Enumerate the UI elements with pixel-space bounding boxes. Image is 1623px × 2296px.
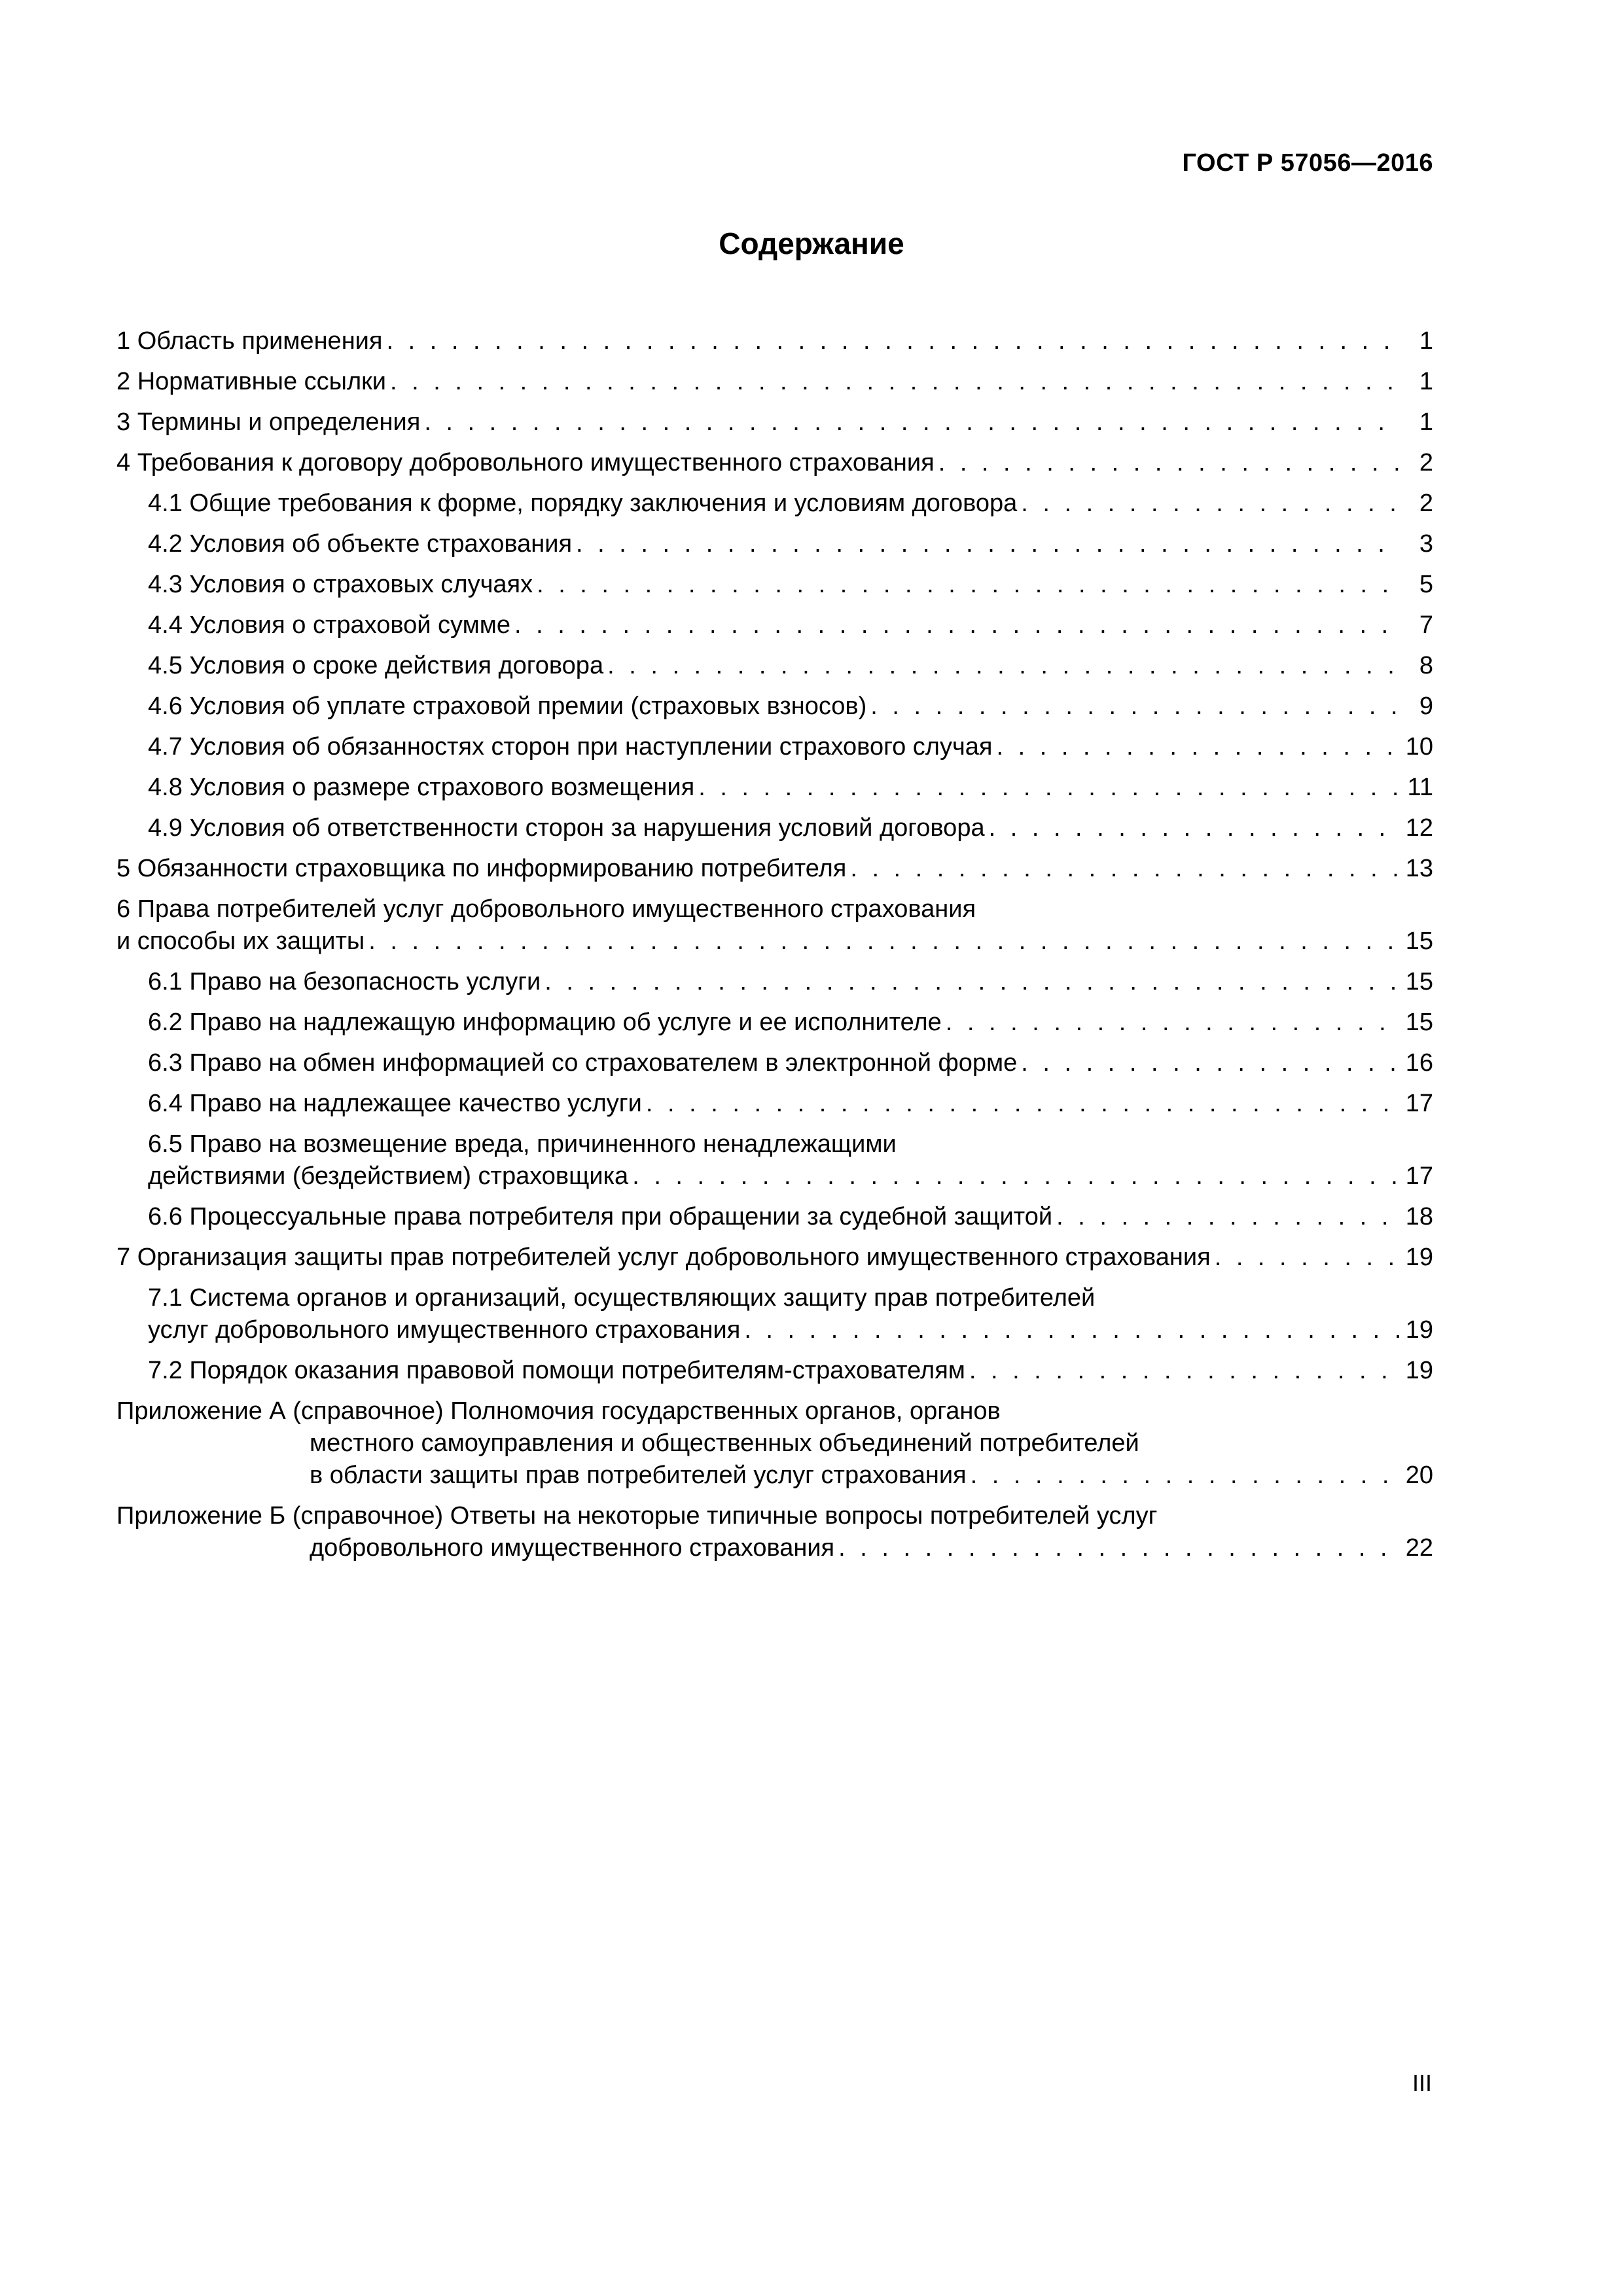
toc-entry-appendix-b[interactable] [116, 1500, 1433, 1564]
dot-leader [1021, 488, 1400, 520]
toc-entry-text: 1 Область применения [116, 327, 383, 355]
toc-entry-text: 6.2 Право на надлежащую информацию об услуге и ее исполнителе [148, 1009, 942, 1036]
dot-leader [632, 1160, 1399, 1193]
toc-entry-1[interactable] [116, 325, 1433, 366]
toc-entry-page: 17 [1405, 1090, 1433, 1117]
toc-entry-2[interactable] [116, 366, 1433, 406]
toc-entry-page: 22 [1405, 1534, 1433, 1562]
dot-leader [646, 1088, 1399, 1120]
toc-entry-text-line2: добровольного имущественного страхования [310, 1534, 835, 1562]
toc-entry-4-8[interactable] [116, 772, 1433, 812]
toc-entry-text-line3: в области защиты прав потребителей услуг страхования [310, 1462, 967, 1489]
toc-entry-page: 13 [1405, 855, 1433, 882]
dot-leader [1215, 1242, 1399, 1274]
toc-entry-4-5[interactable] [116, 650, 1433, 691]
dot-leader [989, 812, 1399, 844]
toc-entry-text: 4.7 Условия об обязанностях сторон при наступлении страхового случая [148, 733, 993, 761]
toc-entry-page: 19 [1405, 1244, 1433, 1271]
toc-entry-7[interactable] [116, 1242, 1433, 1282]
toc-entry-text-line1: Приложение А (справочное) Полномочия государственных органов, органов [116, 1397, 1001, 1425]
toc-entry-text-line1: 6 Права потребителей услуг добровольного имущественного страхования [116, 895, 976, 923]
dot-leader [938, 447, 1400, 479]
toc-entry-page: 1 [1419, 368, 1433, 395]
toc-entry-5[interactable] [116, 853, 1433, 893]
toc-entry-page: 19 [1405, 1357, 1433, 1384]
toc-entry-text: 3 Термины и определения [116, 408, 421, 436]
toc-entry-page: 3 [1419, 530, 1433, 558]
toc-entry-page: 2 [1419, 449, 1433, 476]
toc-entry-text: 6.4 Право на надлежащее качество услуги [148, 1090, 642, 1117]
toc-entry-6[interactable] [116, 893, 1433, 958]
toc-entry-4-4[interactable] [116, 609, 1433, 650]
toc-entry-text: 4.6 Условия об уплате страховой премии (страховых взносов) [148, 692, 867, 720]
dot-leader [514, 609, 1400, 641]
toc-entry-text-line2: местного самоуправления и общественных объединений потребителей [310, 1429, 1139, 1457]
toc-entry-page: 10 [1405, 733, 1433, 761]
toc-entry-6-1[interactable] [116, 966, 1433, 1007]
toc-entry-text: 4.2 Условия об объекте страхования [148, 530, 573, 558]
toc-entry-4-9[interactable] [116, 812, 1433, 853]
toc-entry-page: 20 [1405, 1462, 1433, 1489]
toc-entry-page: 2 [1419, 490, 1433, 517]
toc-entry-6-3[interactable] [116, 1047, 1433, 1088]
toc-entry-4-2[interactable] [116, 528, 1433, 569]
dot-leader [386, 325, 1400, 357]
toc-entry-page: 7 [1419, 611, 1433, 639]
dot-leader [996, 731, 1399, 763]
toc-entry-text: 6.6 Процессуальные права потребителя при обращении за судебной защитой [148, 1203, 1053, 1230]
dot-leader [368, 925, 1399, 958]
toc-entry-4-3[interactable] [116, 569, 1433, 609]
toc-entry-6-6[interactable] [116, 1201, 1433, 1242]
toc-entry-page: 9 [1419, 692, 1433, 720]
dot-leader [424, 406, 1400, 439]
toc-entry-text-line1: Приложение Б (справочное) Ответы на некоторые типичные вопросы потребителей услуг [116, 1502, 1158, 1530]
toc-entry-3[interactable] [116, 406, 1433, 447]
toc-entry-page: 19 [1405, 1316, 1433, 1344]
toc-entry-4-1[interactable] [116, 488, 1433, 528]
toc-entry-page: 16 [1405, 1049, 1433, 1077]
toc-entry-text: 7.2 Порядок оказания правовой помощи потребителям-страхователям [148, 1357, 965, 1384]
toc-entry-text: 4.3 Условия о страховых случаях [148, 571, 533, 598]
toc-entry-text-line2: услуг добровольного имущественного страхования [148, 1316, 741, 1344]
toc-entry-text: 4 Требования к договору добровольного имущественного страхования [116, 449, 935, 476]
toc-entry-text: 4.8 Условия о размере страхового возмещения [148, 774, 695, 801]
toc-entry-page: 15 [1405, 968, 1433, 996]
toc-entry-page: 11 [1407, 774, 1433, 801]
toc-entry-text: 4.4 Условия о страховой сумме [148, 611, 510, 639]
toc-entry-text-line1: 6.5 Право на возмещение вреда, причиненного ненадлежащими [148, 1130, 897, 1158]
page-title: Содержание [719, 226, 904, 260]
dot-leader [971, 1460, 1399, 1492]
dot-leader [607, 650, 1400, 682]
toc-entry-page: 15 [1405, 1009, 1433, 1036]
toc-entry-text: 6.1 Право на безопасность услуги [148, 968, 541, 996]
toc-entry-text: 6.3 Право на обмен информацией со страхователем в электронной форме [148, 1049, 1018, 1077]
toc-entry-page: 8 [1419, 652, 1433, 679]
toc-entry-page: 1 [1419, 408, 1433, 436]
toc-entry-text-line1: 7.1 Система органов и организаций, осуществляющих защиту прав потребителей [148, 1284, 1096, 1312]
toc-entry-4-6[interactable] [116, 691, 1433, 731]
toc-entry-6-4[interactable] [116, 1088, 1433, 1128]
page-number: III [1412, 2070, 1432, 2096]
dot-leader [969, 1355, 1399, 1387]
toc-entry-text: 2 Нормативные ссылки [116, 368, 386, 395]
dot-leader [576, 528, 1400, 560]
toc-entry-page: 15 [1405, 927, 1433, 955]
toc-entry-text-line2: и способы их защиты [116, 927, 365, 955]
toc-entry-4-7[interactable] [116, 731, 1433, 772]
dot-leader [850, 853, 1399, 885]
dot-leader [390, 366, 1400, 398]
toc-entry-page: 1 [1419, 327, 1433, 355]
dot-leader [544, 966, 1399, 998]
toc-entry-7-1[interactable] [116, 1282, 1433, 1346]
toc-entry-page: 18 [1405, 1203, 1433, 1230]
dot-leader [1021, 1047, 1399, 1079]
toc-entry-4[interactable] [116, 447, 1433, 488]
toc-entry-7-2[interactable] [116, 1355, 1433, 1395]
toc-entry-6-5[interactable] [116, 1128, 1433, 1193]
toc-entry-page: 17 [1405, 1162, 1433, 1190]
table-of-contents [116, 325, 1433, 1573]
toc-entry-text: 4.9 Условия об ответственности сторон за нарушения условий договора [148, 814, 985, 842]
toc-entry-page: 5 [1419, 571, 1433, 598]
dot-leader [537, 569, 1400, 601]
dot-leader [946, 1007, 1399, 1039]
toc-entry-text: 4.5 Условия о сроке действия договора [148, 652, 604, 679]
dot-leader [1056, 1201, 1399, 1233]
toc-entry-appendix-a[interactable] [116, 1395, 1433, 1492]
toc-entry-text: 7 Организация защиты прав потребителей услуг добровольного имущественного страхования [116, 1244, 1211, 1271]
document-code: ГОСТ Р 57056—2016 [1182, 149, 1433, 177]
dot-leader [744, 1314, 1399, 1346]
toc-entry-text: 5 Обязанности страховщика по информированию потребителя [116, 855, 847, 882]
toc-entry-text-line2: действиями (бездействием) страховщика [148, 1162, 629, 1190]
dot-leader [838, 1532, 1399, 1564]
dot-leader [870, 691, 1400, 723]
toc-entry-page: 12 [1405, 814, 1433, 842]
dot-leader [698, 772, 1400, 804]
toc-entry-6-2[interactable] [116, 1007, 1433, 1047]
toc-entry-text: 4.1 Общие требования к форме, порядку заключения и условиям договора [148, 490, 1018, 517]
